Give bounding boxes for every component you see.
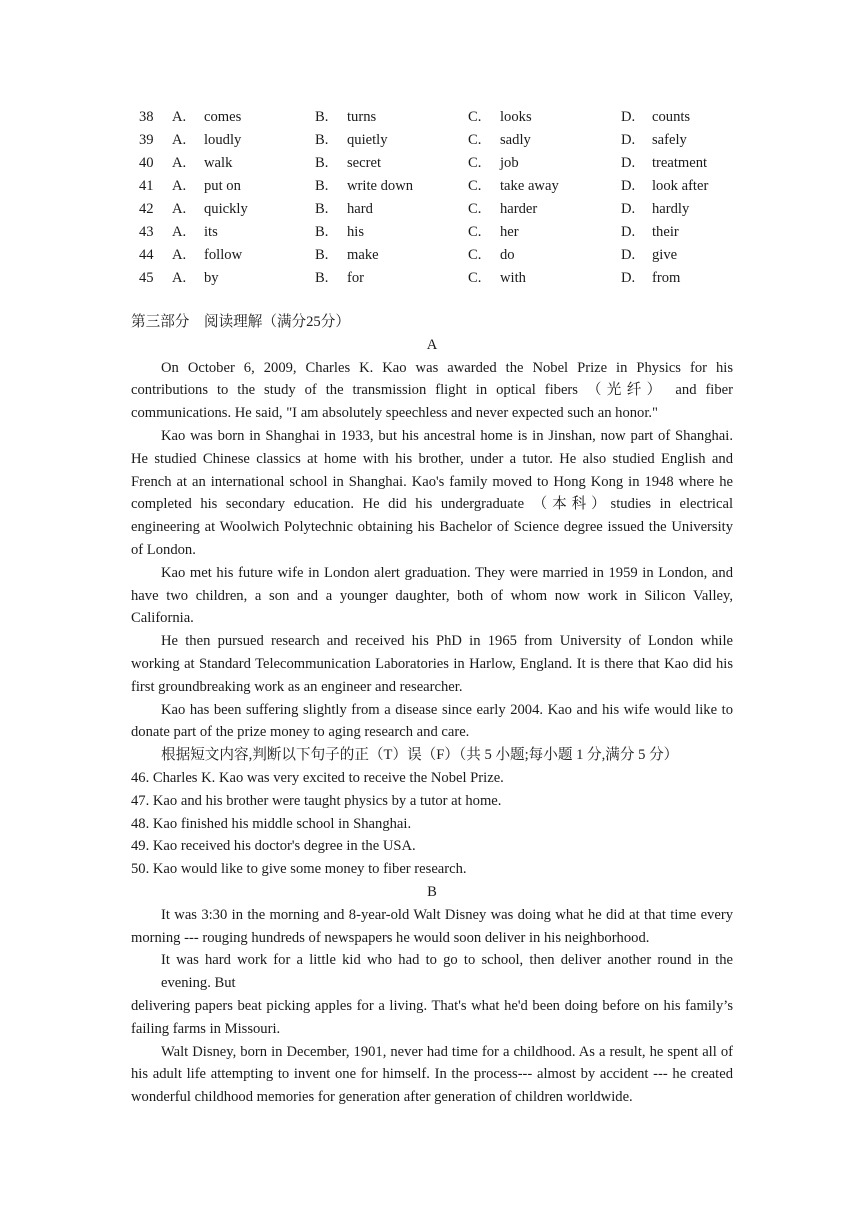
question-item: 48. Kao finished his middle school in Shanghai. xyxy=(131,815,412,832)
option-c-text: with xyxy=(500,270,526,286)
option-d-text: look after xyxy=(652,178,709,194)
passage-paragraph: On October 6, 2009, Charles K. Kao was awarded the Nobel Prize in Physics for his contributions to the study of the transmission flight in optical fibers （光纤） and fiber communications. He said, "I am absolutely speechless and never expected such an honor." xyxy=(131,359,733,422)
option-b-text: write down xyxy=(347,178,414,194)
option-c-text: her xyxy=(500,224,519,240)
question-number: 40 xyxy=(139,155,154,171)
option-b-text: secret xyxy=(347,155,382,171)
option-a-letter: A. xyxy=(172,247,187,263)
option-a-text: comes xyxy=(204,109,242,125)
option-d-letter: D. xyxy=(621,109,636,125)
option-row xyxy=(131,198,741,221)
option-d-letter: D. xyxy=(621,178,636,194)
option-d-letter: D. xyxy=(621,247,636,263)
option-b-letter: B. xyxy=(315,270,329,286)
passage-a-label: A xyxy=(426,336,438,353)
option-row xyxy=(131,129,741,152)
option-d-letter: D. xyxy=(621,201,636,217)
passage-b-body xyxy=(131,904,733,1109)
option-a-letter: A. xyxy=(172,109,187,125)
option-d-text: hardly xyxy=(652,201,690,217)
option-b-letter: B. xyxy=(315,247,329,263)
passage-paragraph: Kao was born in Shanghai in 1933, but his ancestral home is in Jinshan, now part of Shanghai. He studied Chinese classics at home with his brother, under a tutor. He also studied English and French at an international school in Shanghai. Kao's family moved to Hong Kong in 1948 where he completed his secondary education. He did his undergraduate （本科）studies in electrical engineering at Woolwich Polytechnic obtaining his Bachelor of Science degree issued the University of London. xyxy=(131,427,733,558)
option-d-text: their xyxy=(652,224,679,240)
option-c-letter: C. xyxy=(468,247,482,263)
option-c-letter: C. xyxy=(468,155,482,171)
option-b-letter: B. xyxy=(315,224,329,240)
option-d-text: give xyxy=(652,247,678,263)
option-a-letter: A. xyxy=(172,201,187,217)
option-row xyxy=(131,106,741,129)
option-b-text: make xyxy=(347,247,379,263)
option-c-text: sadly xyxy=(500,132,531,148)
option-c-letter: C. xyxy=(468,132,482,148)
option-d-letter: D. xyxy=(621,155,636,171)
passage-paragraph: Walt Disney, born in December, 1901, never had time for a childhood. As a result, he spent all of his adult life attempting to invent one for himself. In the process--- almost by accident --- he created wonderful childhood memories for generation after generation of children worldwide. xyxy=(131,1043,733,1106)
option-c-letter: C. xyxy=(468,178,482,194)
question-number: 41 xyxy=(139,178,154,194)
option-d-text: counts xyxy=(652,109,691,125)
option-c-letter: C. xyxy=(468,224,482,240)
question-number: 44 xyxy=(139,247,154,263)
option-a-letter: A. xyxy=(172,178,187,194)
question-number: 45 xyxy=(139,270,154,286)
option-row xyxy=(131,221,741,244)
option-b-letter: B. xyxy=(315,109,329,125)
option-c-text: harder xyxy=(500,201,538,217)
passage-paragraph: Kao met his future wife in London alert graduation. They were married in 1959 in London, and have two children, a son and a younger daughter, both of whom now work in Silicon Valley, California. xyxy=(131,564,733,627)
reading-section xyxy=(131,311,733,1109)
question-number: 39 xyxy=(139,132,154,148)
option-c-text: take away xyxy=(500,178,559,194)
passage-paragraph: He then pursued research and received his PhD in 1965 from University of London while working at Standard Telecommunication Laboratories in Harlow, England. It is there that Kao did his first groundbreaking work as an engineer and researcher. xyxy=(131,633,733,695)
question-number: 43 xyxy=(139,224,154,240)
option-b-letter: B. xyxy=(315,132,329,148)
option-b-text: quietly xyxy=(347,132,388,148)
option-d-text: treatment xyxy=(652,155,708,171)
option-c-letter: C. xyxy=(468,201,482,217)
passage-paragraph: Kao has been suffering slightly from a disease since early 2004. Kao and his wife would like to donate part of the prize money to aging research and care. xyxy=(131,701,733,741)
options-table xyxy=(131,106,741,290)
instruction: 根据短文内容,判断以下句子的正（T）误（F）（共 5 小题;每小题 1 分,满分 5 分） xyxy=(161,747,679,764)
option-a-text: follow xyxy=(204,247,243,263)
option-c-text: looks xyxy=(500,109,532,125)
question-number: 38 xyxy=(139,109,154,125)
option-row xyxy=(131,152,741,175)
option-d-text: from xyxy=(652,270,681,286)
option-c-text: do xyxy=(500,247,515,263)
question-item: 50. Kao would like to give some money to fiber research. xyxy=(131,861,467,878)
option-d-text: safely xyxy=(652,132,687,148)
option-row xyxy=(131,175,741,198)
option-d-letter: D. xyxy=(621,224,636,240)
passage-paragraph-hanging: It was hard work for a little kid who had to go to school, then deliver another round in the evening. But xyxy=(161,952,733,992)
passage-b-label: B xyxy=(427,883,437,900)
question-number: 42 xyxy=(139,201,154,217)
option-c-letter: C. xyxy=(468,109,482,125)
option-d-letter: D. xyxy=(621,132,636,148)
option-b-text: his xyxy=(347,224,365,240)
question-list xyxy=(131,767,733,881)
option-b-text: turns xyxy=(347,109,377,125)
option-d-letter: D. xyxy=(621,270,636,286)
option-b-text: hard xyxy=(347,201,373,217)
option-c-letter: C. xyxy=(468,270,482,286)
option-a-letter: A. xyxy=(172,224,187,240)
section-title: 第三部分 阅读理解（满分25分） xyxy=(131,314,350,330)
option-a-letter: A. xyxy=(172,132,187,148)
option-a-text: walk xyxy=(204,155,233,171)
option-a-letter: A. xyxy=(172,155,187,171)
option-a-text: put on xyxy=(204,178,241,194)
passage-a-body xyxy=(131,357,733,745)
option-a-letter: A. xyxy=(172,270,187,286)
passage-paragraph: It was 3:30 in the morning and 8-year-old Walt Disney was doing what he did at that time every morning --- rouging hundreds of newspapers he would soon deliver in his neighborhood. xyxy=(131,906,733,946)
option-a-text: its xyxy=(204,224,218,240)
option-b-letter: B. xyxy=(315,201,329,217)
option-row xyxy=(131,267,741,290)
passage-paragraph-continued: delivering papers beat picking apples for a living. That's what he'd been doing before on his family’s failing farms in Missouri. xyxy=(131,997,733,1037)
option-row xyxy=(131,244,741,267)
option-b-text: for xyxy=(347,270,365,286)
option-b-letter: B. xyxy=(315,155,329,171)
question-item: 49. Kao received his doctor's degree in the USA. xyxy=(131,838,416,855)
option-c-text: job xyxy=(500,155,519,171)
option-b-letter: B. xyxy=(315,178,329,194)
option-a-text: loudly xyxy=(204,132,242,148)
question-item: 46. Charles K. Kao was very excited to receive the Nobel Prize. xyxy=(131,769,504,786)
question-item: 47. Kao and his brother were taught physics by a tutor at home. xyxy=(131,792,502,809)
option-a-text: by xyxy=(204,270,219,286)
option-a-text: quickly xyxy=(204,201,248,217)
